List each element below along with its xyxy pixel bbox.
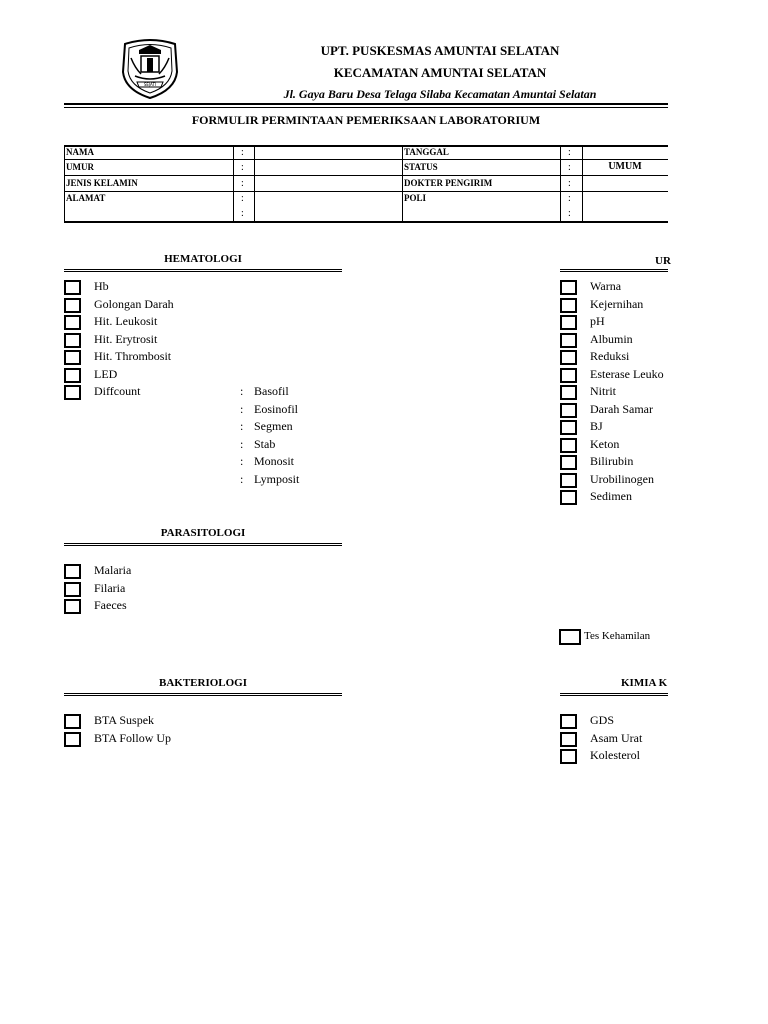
- checkbox-urin-item[interactable]: [560, 368, 577, 383]
- label-poli: POLI: [404, 193, 427, 203]
- section-divider: [560, 693, 668, 696]
- item-label: Malaria: [94, 563, 132, 577]
- diffcount-item: Monosit: [254, 454, 295, 468]
- diffcount-item: Stab: [254, 436, 276, 451]
- section-divider: [64, 269, 342, 272]
- checkbox-hematologi-item[interactable]: [64, 333, 81, 348]
- checkbox-urin-item[interactable]: [560, 438, 577, 453]
- checkbox-urin-item[interactable]: [560, 403, 577, 418]
- item-label: Hit. Leukosit: [94, 314, 158, 328]
- checkbox-urin-item[interactable]: [560, 315, 577, 330]
- checkbox-urin-item[interactable]: [560, 490, 577, 505]
- checkbox-hematologi-item[interactable]: [64, 368, 81, 383]
- item-label: Hb: [94, 279, 109, 293]
- section-title-kimia: KIMIA K: [621, 677, 668, 689]
- checkbox-kimia-item[interactable]: [560, 732, 577, 747]
- item-label: Hit. Thrombosit: [94, 349, 172, 363]
- checkbox-urin-item[interactable]: [560, 350, 577, 365]
- form-title: FORMULIR PERMINTAAN PEMERIKSAAN LABORATORIUM: [191, 113, 541, 127]
- svg-text:SEJATI: SEJATI: [143, 82, 157, 87]
- district-name: KECAMATAN AMUNTAI SELATAN: [333, 65, 547, 80]
- section-title-parasitologi: PARASITOLOGI: [160, 527, 246, 539]
- checkbox-hematologi-item[interactable]: [64, 298, 81, 313]
- item-label: Faeces: [94, 598, 127, 612]
- label-nama: NAMA: [66, 147, 94, 157]
- item-label: BTA Follow Up: [94, 730, 172, 745]
- label-alamat: ALAMAT: [66, 193, 106, 203]
- checkbox-hematologi-item[interactable]: [64, 385, 81, 400]
- item-label: Albumin: [590, 331, 633, 346]
- section-title-hematologi: HEMATOLOGI: [164, 253, 242, 265]
- item-label: Nitrit: [590, 384, 616, 398]
- item-label: Asam Urat: [590, 730, 643, 745]
- checkbox-parasitologi-item[interactable]: [64, 582, 81, 597]
- regional-seal-icon: [117, 38, 183, 100]
- checkbox-urin-item[interactable]: [560, 298, 577, 313]
- clinic-address: Jl. Gaya Baru Desa Telaga Silaba Kecamatan Amuntai Selatan: [283, 87, 597, 101]
- item-label: Hit. Erytrosit: [94, 331, 158, 346]
- section-title-urin: UR: [655, 255, 671, 267]
- item-label: BTA Suspek: [94, 713, 155, 727]
- label-umur: UMUR: [66, 162, 94, 172]
- label-dokter-pengirim: DOKTER PENGIRIM: [404, 178, 493, 188]
- diffcount-item: Basofil: [254, 384, 289, 398]
- label-tes-kehamilan: Tes Kehamilan: [584, 630, 651, 642]
- diffcount-item: Segmen: [254, 419, 293, 433]
- checkbox-parasitologi-item[interactable]: [64, 564, 81, 579]
- item-label: Urobilinogen: [590, 471, 654, 486]
- diffcount-item: Lymposit: [254, 471, 300, 486]
- header-divider-thick: [64, 103, 668, 105]
- label-jenis-kelamin: JENIS KELAMIN: [66, 178, 138, 188]
- checkbox-kimia-item[interactable]: [560, 749, 577, 764]
- item-label: Reduksi: [590, 349, 630, 363]
- checkbox-kimia-item[interactable]: [560, 714, 577, 729]
- diffcount-item: Eosinofil: [254, 401, 298, 416]
- item-label: Darah Samar: [590, 401, 653, 416]
- item-label: Warna: [590, 279, 622, 293]
- item-label: LED: [94, 366, 118, 381]
- checkbox-urin-item[interactable]: [560, 333, 577, 348]
- item-label: Filaria: [94, 580, 126, 595]
- checkbox-parasitologi-item[interactable]: [64, 599, 81, 614]
- checkbox-urin-item[interactable]: [560, 455, 577, 470]
- checkbox-urin-item[interactable]: [560, 280, 577, 295]
- checkbox-bakteriologi-item[interactable]: [64, 732, 81, 747]
- item-label: pH: [590, 314, 605, 328]
- section-divider: [64, 693, 342, 696]
- item-label: BJ: [590, 419, 603, 433]
- header-divider-thin: [64, 107, 668, 108]
- item-label: Bilirubin: [590, 454, 634, 468]
- label-tanggal: TANGGAL: [404, 147, 449, 157]
- checkbox-urin-item[interactable]: [560, 420, 577, 435]
- item-label: Keton: [590, 436, 620, 451]
- checkbox-urin-item[interactable]: [560, 385, 577, 400]
- section-title-bakteriologi: BAKTERIOLOGI: [158, 677, 248, 689]
- clinic-name: UPT. PUSKESMAS AMUNTAI SELATAN: [320, 43, 560, 58]
- checkbox-hematologi-item[interactable]: [64, 280, 81, 295]
- item-label: Golongan Darah: [94, 296, 174, 311]
- item-label: Diffcount: [94, 384, 141, 398]
- section-divider: [560, 269, 668, 272]
- checkbox-hematologi-item[interactable]: [64, 350, 81, 365]
- status-value: UMUM: [608, 161, 642, 172]
- item-label: GDS: [590, 713, 615, 727]
- checkbox-hematologi-item[interactable]: [64, 315, 81, 330]
- item-label: Kolesterol: [590, 748, 640, 762]
- section-divider: [64, 543, 342, 546]
- checkbox-urin-item[interactable]: [560, 473, 577, 488]
- checkbox-bakteriologi-item[interactable]: [64, 714, 81, 729]
- checkbox-tes-kehamilan[interactable]: [559, 629, 581, 645]
- item-label: Esterase Leuko: [590, 366, 664, 381]
- item-label: Sedimen: [590, 489, 632, 503]
- label-status: STATUS: [404, 162, 438, 172]
- item-label: Kejernihan: [590, 296, 644, 311]
